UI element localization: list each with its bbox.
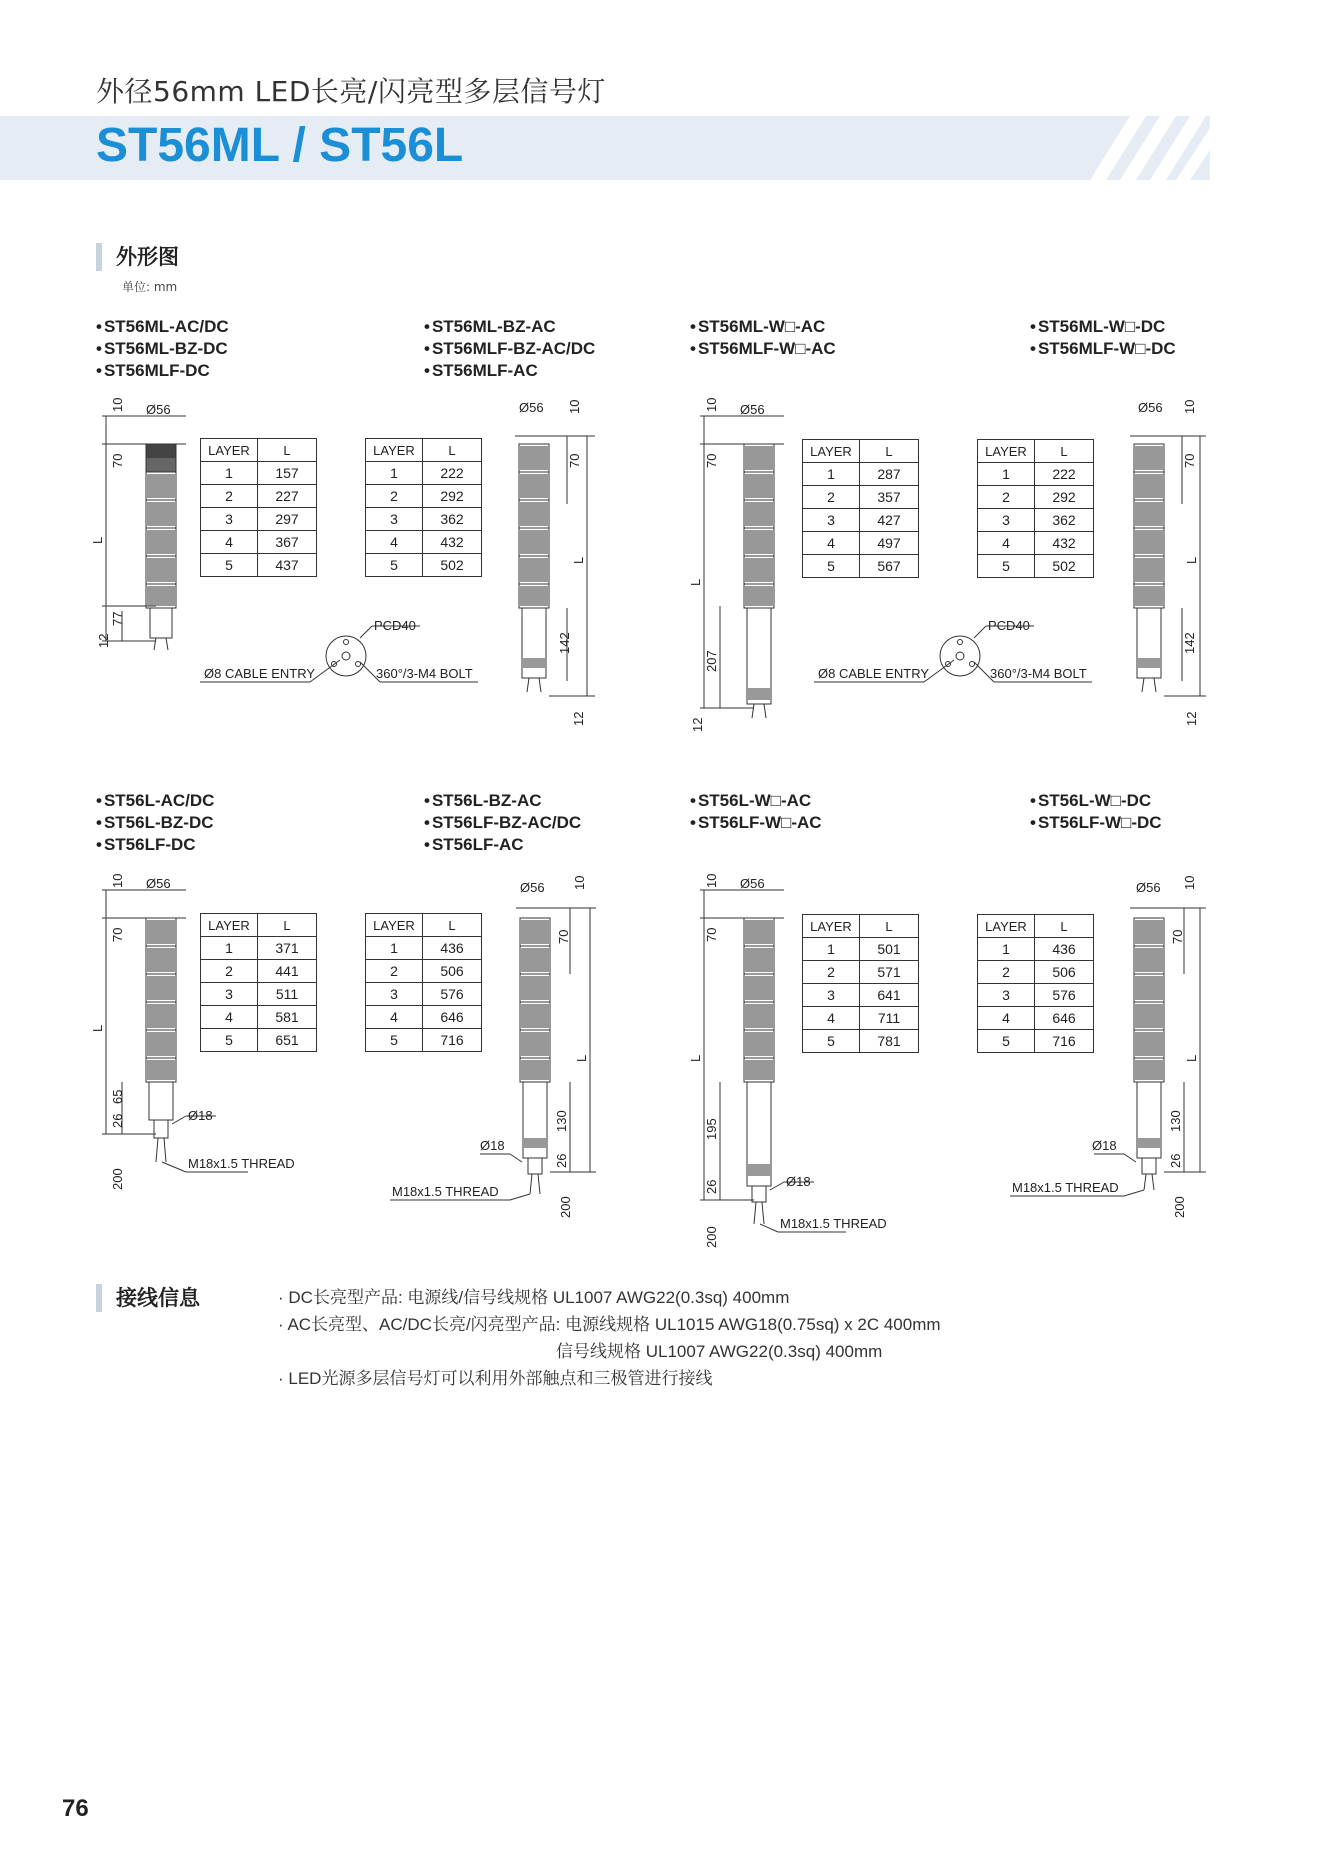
dim-label: 142 [1182, 632, 1197, 654]
thread-label: M18x1.5 THREAD [780, 1216, 887, 1231]
outline-drawing-2 [505, 396, 605, 736]
table-cell: 781 [860, 1030, 919, 1053]
layer-table-4 [977, 439, 1094, 578]
table-cell: 1 [366, 462, 423, 485]
table-header-cell: L [1035, 440, 1094, 463]
table-cell: 362 [1035, 509, 1094, 532]
table-cell: 497 [860, 532, 919, 555]
table-cell: 4 [803, 1007, 860, 1030]
table-cell: 3 [201, 508, 258, 531]
bolt-label: 360°/3-M4 BOLT [376, 666, 473, 681]
wiring-notes [278, 1284, 941, 1392]
table-cell: 511 [258, 983, 317, 1006]
layer-table-1 [200, 438, 317, 577]
dim-label: 77 [110, 611, 125, 626]
table-cell: 437 [258, 554, 317, 577]
table-cell: 581 [258, 1006, 317, 1029]
page-subtitle: 外径56mm LED长亮/闪亮型多层信号灯 [96, 75, 606, 108]
table-cell: 1 [803, 463, 860, 486]
dim-label: 10 [567, 399, 582, 414]
table-cell: 5 [201, 554, 258, 577]
dim-label: 70 [704, 453, 719, 468]
dim-label: L [90, 1024, 105, 1032]
table-header-cell: L [860, 915, 919, 938]
table-cell: 227 [258, 485, 317, 508]
table-row [366, 462, 482, 485]
table-cell: 432 [1035, 532, 1094, 555]
outline-heading: 外形图 [96, 243, 179, 271]
model-list-6: • ST56L-BZ-AC • ST56LF-BZ-AC/DC • ST56LF-AC [424, 790, 581, 856]
table-header-cell: L [1035, 915, 1094, 938]
pcd-label: PCD40 [988, 618, 1030, 633]
dim-label: 65 [110, 1089, 125, 1104]
wiring-line: · AC长亮型、AC/DC长亮/闪亮型产品: 电源线规格 UL1015 AWG18(0.75sq) x 2C 400mm [278, 1315, 941, 1334]
dim-label: Ø56 [1138, 400, 1163, 415]
table-row [366, 531, 482, 554]
dim-label: 200 [704, 1226, 719, 1248]
model-list-7: • ST56L-W□-AC • ST56LF-W□-AC [690, 790, 822, 834]
table-cell: 716 [1035, 1030, 1094, 1053]
model-list-1: • ST56ML-AC/DC • ST56ML-BZ-DC • ST56MLF-DC [96, 316, 229, 382]
table-header-cell: LAYER [978, 915, 1035, 938]
table-cell: 5 [201, 1029, 258, 1052]
table-cell: 1 [366, 937, 423, 960]
dim-label: L [688, 1054, 703, 1062]
dim-label: 70 [567, 453, 582, 468]
table-header-cell: LAYER [978, 440, 1035, 463]
table-cell: 1 [201, 462, 258, 485]
dim-label: 70 [1170, 929, 1185, 944]
table-cell: 506 [1035, 961, 1094, 984]
table-cell: 4 [201, 1006, 258, 1029]
table-cell: 5 [366, 1029, 423, 1052]
table-cell: 3 [803, 509, 860, 532]
table-cell: 4 [201, 531, 258, 554]
dim-label: Ø56 [146, 876, 171, 891]
table-row [201, 462, 317, 485]
model-list-3: • ST56ML-W□-AC • ST56MLF-W□-AC [690, 316, 836, 360]
table-header-cell: LAYER [366, 439, 423, 462]
wiring-line: 信号线规格 UL1007 AWG22(0.3sq) 400mm [556, 1342, 883, 1361]
dim-label: Ø56 [1136, 880, 1161, 895]
table-cell: 5 [803, 555, 860, 578]
dim-label: L [1184, 1054, 1199, 1062]
table-cell: 297 [258, 508, 317, 531]
model-list-5: • ST56L-AC/DC • ST56L-BZ-DC • ST56LF-DC [96, 790, 214, 856]
dim-label: 26 [554, 1153, 569, 1168]
thread-label: M18x1.5 THREAD [1012, 1180, 1119, 1195]
wiring-heading: 接线信息 [96, 1284, 200, 1312]
dim-label: 200 [1172, 1196, 1187, 1218]
bolt-label: 360°/3-M4 BOLT [990, 666, 1087, 681]
dim-label: 70 [110, 453, 125, 468]
outline-drawing-3 [688, 396, 794, 736]
dim-label: 130 [1168, 1110, 1183, 1132]
table-cell: 432 [423, 531, 482, 554]
dim-label: Ø56 [740, 402, 765, 417]
table-cell: 3 [978, 984, 1035, 1007]
table-cell: 4 [366, 531, 423, 554]
table-row [803, 486, 919, 509]
dim-label: 26 [1168, 1153, 1183, 1168]
table-cell: 362 [423, 508, 482, 531]
table-cell: 1 [978, 463, 1035, 486]
table-row [978, 486, 1094, 509]
thread-label: M18x1.5 THREAD [392, 1184, 499, 1199]
table-cell: 2 [366, 485, 423, 508]
dim-label: L [688, 578, 703, 586]
table-row [366, 554, 482, 577]
model-list-4: • ST56ML-W□-DC • ST56MLF-W□-DC [1030, 316, 1176, 360]
dim-label: Ø56 [520, 880, 545, 895]
table-cell: 3 [366, 508, 423, 531]
dim-label: 10 [110, 397, 125, 412]
dim-label: 200 [558, 1196, 573, 1218]
table-header-cell: LAYER [201, 439, 258, 462]
pcd-label: PCD40 [374, 618, 416, 633]
table-cell: 2 [803, 486, 860, 509]
table-header-cell: LAYER [803, 915, 860, 938]
table-header-cell: L [423, 914, 482, 937]
table-cell: 222 [1035, 463, 1094, 486]
table-header-cell: LAYER [803, 440, 860, 463]
table-header-cell: L [258, 439, 317, 462]
pcd-detail-2 [814, 612, 1094, 688]
table-cell: 2 [978, 961, 1035, 984]
table-header-cell: L [258, 914, 317, 937]
table-cell: 2 [201, 960, 258, 983]
outline-drawing-6 [390, 872, 600, 1222]
model-list-2: • ST56ML-BZ-AC • ST56MLF-BZ-AC/DC • ST56MLF-AC [424, 316, 595, 382]
table-cell: 501 [860, 938, 919, 961]
table-cell: 576 [423, 983, 482, 1006]
dim-label: 10 [704, 873, 719, 888]
table-row [366, 508, 482, 531]
table-cell: 651 [258, 1029, 317, 1052]
table-cell: 371 [258, 937, 317, 960]
table-header-cell: L [423, 439, 482, 462]
outline-drawing-8 [1000, 872, 1210, 1222]
table-cell: 157 [258, 462, 317, 485]
table-cell: 2 [366, 960, 423, 983]
outline-drawing-5 [90, 872, 296, 1202]
table-cell: 5 [978, 1030, 1035, 1053]
dim-label: L [574, 1054, 589, 1062]
wiring-line: · DC长亮型产品: 电源线/信号线规格 UL1007 AWG22(0.3sq) 400mm [278, 1288, 790, 1307]
table-cell: 222 [423, 462, 482, 485]
dim-label: Ø18 [786, 1174, 811, 1189]
table-cell: 502 [423, 554, 482, 577]
table-cell: 357 [860, 486, 919, 509]
dim-label: 70 [556, 929, 571, 944]
table-row [366, 485, 482, 508]
table-row [201, 531, 317, 554]
model-list-8: • ST56L-W□-DC • ST56LF-W□-DC [1030, 790, 1162, 834]
dim-label: 12 [690, 717, 705, 732]
page-number: 76 [62, 1795, 89, 1822]
table-cell: 1 [803, 938, 860, 961]
table-cell: 292 [1035, 486, 1094, 509]
table-cell: 292 [423, 485, 482, 508]
table-row [978, 509, 1094, 532]
table-cell: 2 [803, 961, 860, 984]
table-cell: 4 [978, 532, 1035, 555]
dim-label: 10 [1182, 399, 1197, 414]
table-cell: 367 [258, 531, 317, 554]
table-row [201, 508, 317, 531]
table-cell: 716 [423, 1029, 482, 1052]
table-cell: 4 [803, 532, 860, 555]
dim-label: Ø18 [188, 1108, 213, 1123]
table-cell: 3 [366, 983, 423, 1006]
table-cell: 4 [978, 1007, 1035, 1030]
table-cell: 427 [860, 509, 919, 532]
dim-label: 12 [571, 711, 586, 726]
table-cell: 1 [201, 937, 258, 960]
dim-label: 10 [1182, 875, 1197, 890]
brand-stripes-icon [1080, 116, 1210, 180]
table-header-cell: LAYER [366, 914, 423, 937]
table-cell: 576 [1035, 984, 1094, 1007]
dim-label: Ø18 [1092, 1138, 1117, 1153]
thread-label: M18x1.5 THREAD [188, 1156, 295, 1171]
outline-drawing-7 [688, 872, 894, 1252]
table-cell: 502 [1035, 555, 1094, 578]
table-cell: 441 [258, 960, 317, 983]
page-title: ST56ML / ST56L [96, 119, 464, 172]
cable-entry-label: Ø8 CABLE ENTRY [204, 666, 316, 681]
dim-label: 10 [704, 397, 719, 412]
table-row [803, 532, 919, 555]
dim-label: 12 [96, 633, 111, 648]
dim-label: Ø56 [519, 400, 544, 415]
table-row [803, 555, 919, 578]
dim-label: 26 [704, 1179, 719, 1194]
unit-label: 单位: mm [122, 280, 178, 294]
table-cell: 5 [803, 1030, 860, 1053]
table-cell: 3 [978, 509, 1035, 532]
table-cell: 2 [978, 486, 1035, 509]
dim-label: 200 [110, 1168, 125, 1190]
table-row [803, 463, 919, 486]
table-cell: 646 [1035, 1007, 1094, 1030]
table-cell: 571 [860, 961, 919, 984]
dim-label: 130 [554, 1110, 569, 1132]
dim-label: L [1184, 556, 1199, 564]
dim-label: 70 [110, 927, 125, 942]
dim-label: 207 [704, 650, 719, 672]
dim-label: 10 [572, 875, 587, 890]
table-row [201, 554, 317, 577]
table-row [978, 532, 1094, 555]
dim-label: 70 [1182, 453, 1197, 468]
table-cell: 506 [423, 960, 482, 983]
table-header-cell: L [860, 440, 919, 463]
dim-label: L [90, 536, 105, 544]
pcd-detail-1 [200, 612, 480, 688]
dim-label: 70 [704, 927, 719, 942]
dim-label: Ø56 [740, 876, 765, 891]
table-cell: 287 [860, 463, 919, 486]
table-row [978, 555, 1094, 578]
table-cell: 5 [366, 554, 423, 577]
dim-label: 195 [704, 1118, 719, 1140]
layer-table-3 [802, 439, 919, 578]
dim-label: 12 [1184, 711, 1199, 726]
table-cell: 5 [978, 555, 1035, 578]
table-row [978, 463, 1094, 486]
table-row [803, 509, 919, 532]
table-cell: 4 [366, 1006, 423, 1029]
dim-label: 26 [110, 1113, 125, 1128]
table-header-cell: LAYER [201, 914, 258, 937]
wiring-line: · LED光源多层信号灯可以利用外部触点和三极管进行接线 [278, 1369, 713, 1388]
table-row [201, 485, 317, 508]
table-cell: 641 [860, 984, 919, 1007]
outline-drawing-4 [1110, 396, 1210, 736]
cable-entry-label: Ø8 CABLE ENTRY [818, 666, 930, 681]
dim-label: Ø18 [480, 1138, 505, 1153]
layer-table-2 [365, 438, 482, 577]
dim-label: 10 [110, 873, 125, 888]
table-cell: 3 [803, 984, 860, 1007]
table-cell: 711 [860, 1007, 919, 1030]
table-cell: 567 [860, 555, 919, 578]
table-cell: 2 [201, 485, 258, 508]
outline-drawing-1 [90, 396, 196, 666]
dim-label: Ø56 [146, 402, 171, 417]
dim-label: 142 [557, 632, 572, 654]
dim-label: L [571, 556, 586, 564]
table-cell: 646 [423, 1006, 482, 1029]
table-cell: 1 [978, 938, 1035, 961]
table-cell: 436 [1035, 938, 1094, 961]
table-cell: 436 [423, 937, 482, 960]
table-cell: 3 [201, 983, 258, 1006]
